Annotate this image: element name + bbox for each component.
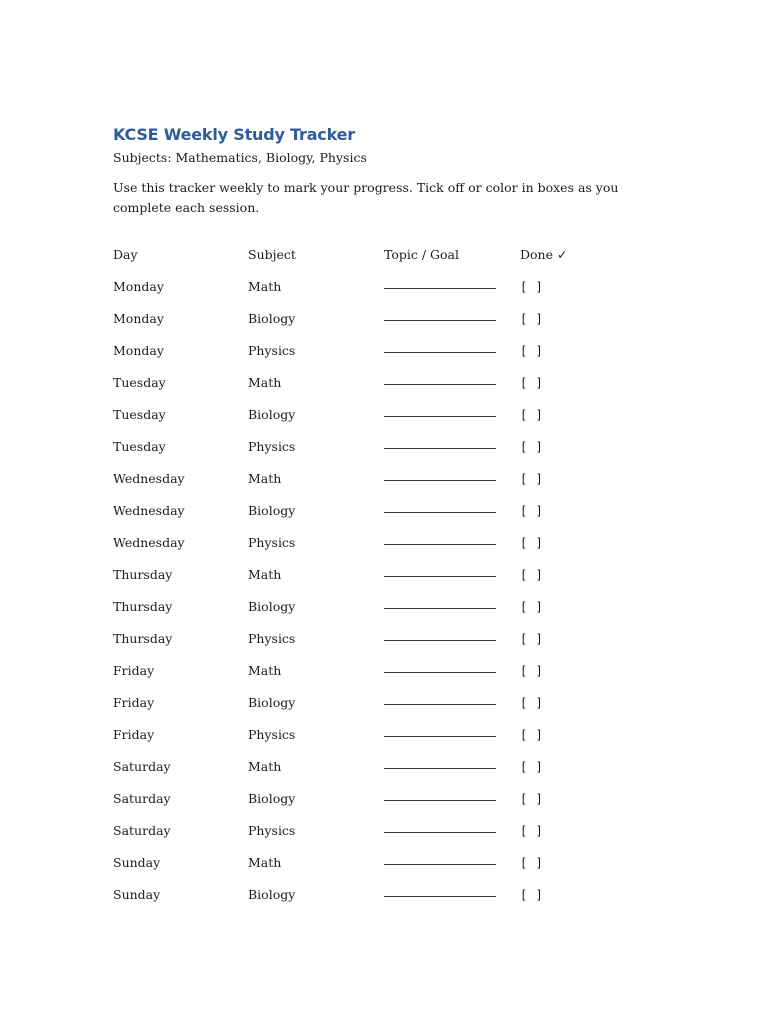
row-subject: Physics	[248, 438, 296, 454]
done-checkbox[interactable]: [ ]	[520, 343, 544, 358]
topic-goal-blank-line[interactable]	[384, 533, 496, 545]
row-done	[520, 535, 620, 550]
row-topic-goal	[384, 887, 520, 902]
table-row	[113, 686, 653, 718]
row-subject: Math	[248, 278, 282, 294]
row-subject: Physics	[248, 342, 296, 358]
table-row	[113, 846, 653, 878]
table-body	[113, 270, 653, 910]
row-day: Friday	[113, 726, 155, 742]
done-checkbox[interactable]: [ ]	[520, 503, 544, 518]
topic-goal-blank-line[interactable]	[384, 341, 496, 353]
done-checkbox[interactable]: [ ]	[520, 279, 544, 294]
topic-goal-blank-line[interactable]	[384, 853, 496, 865]
row-subject: Physics	[248, 630, 296, 646]
done-checkbox[interactable]: [ ]	[520, 311, 544, 326]
row-day: Tuesday	[113, 374, 166, 390]
row-topic-goal	[384, 855, 520, 870]
row-topic-goal	[384, 503, 520, 518]
row-day: Sunday	[113, 854, 161, 870]
table-header-row	[113, 238, 653, 270]
row-subject: Biology	[248, 502, 296, 518]
row-day: Thursday	[113, 630, 173, 646]
row-subject: Physics	[248, 822, 296, 838]
row-subject: Math	[248, 758, 282, 774]
row-done	[520, 439, 620, 454]
row-day: Tuesday	[113, 406, 166, 422]
topic-goal-blank-line[interactable]	[384, 789, 496, 801]
row-done	[520, 599, 620, 614]
row-subject: Physics	[248, 534, 296, 550]
row-topic-goal	[384, 759, 520, 774]
topic-goal-blank-line[interactable]	[384, 725, 496, 737]
row-done	[520, 567, 620, 582]
row-subject: Math	[248, 662, 282, 678]
done-checkbox[interactable]: [ ]	[520, 759, 544, 774]
table-row	[113, 366, 653, 398]
topic-goal-blank-line[interactable]	[384, 469, 496, 481]
topic-goal-blank-line[interactable]	[384, 661, 496, 673]
row-done	[520, 407, 620, 422]
table-row	[113, 814, 653, 846]
done-checkbox[interactable]: [ ]	[520, 855, 544, 870]
row-subject: Biology	[248, 406, 296, 422]
row-done	[520, 471, 620, 486]
row-day: Tuesday	[113, 438, 166, 454]
row-subject: Biology	[248, 598, 296, 614]
row-day: Monday	[113, 278, 164, 294]
row-day: Saturday	[113, 790, 171, 806]
instructions-paragraph: Use this tracker weekly to mark your progress. Tick off or color in boxes as you complete each session.	[113, 180, 619, 215]
row-done	[520, 663, 620, 678]
row-topic-goal	[384, 311, 520, 326]
row-topic-goal	[384, 567, 520, 582]
row-subject: Math	[248, 854, 282, 870]
done-checkbox[interactable]: [ ]	[520, 407, 544, 422]
row-done	[520, 343, 620, 358]
study-tracker-table	[113, 238, 653, 910]
header-done: Done ✓	[520, 246, 568, 262]
table-row	[113, 462, 653, 494]
topic-goal-blank-line[interactable]	[384, 885, 496, 897]
table-row	[113, 878, 653, 910]
table-row	[113, 622, 653, 654]
row-topic-goal	[384, 695, 520, 710]
done-checkbox[interactable]: [ ]	[520, 791, 544, 806]
row-subject: Math	[248, 374, 282, 390]
header-subject: Subject	[248, 246, 296, 262]
table-row	[113, 782, 653, 814]
row-topic-goal	[384, 823, 520, 838]
row-done	[520, 823, 620, 838]
topic-goal-blank-line[interactable]	[384, 629, 496, 641]
table-row	[113, 334, 653, 366]
topic-goal-blank-line[interactable]	[384, 501, 496, 513]
row-subject: Physics	[248, 726, 296, 742]
topic-goal-blank-line[interactable]	[384, 405, 496, 417]
row-done	[520, 791, 620, 806]
row-done	[520, 631, 620, 646]
done-checkbox[interactable]: [ ]	[520, 439, 544, 454]
row-topic-goal	[384, 343, 520, 358]
done-checkbox[interactable]: [ ]	[520, 471, 544, 486]
topic-goal-blank-line[interactable]	[384, 309, 496, 321]
row-done	[520, 503, 620, 518]
row-done	[520, 759, 620, 774]
topic-goal-blank-line[interactable]	[384, 277, 496, 289]
row-topic-goal	[384, 375, 520, 390]
row-done	[520, 855, 620, 870]
topic-goal-blank-line[interactable]	[384, 597, 496, 609]
done-checkbox[interactable]: [ ]	[520, 727, 544, 742]
row-topic-goal	[384, 279, 520, 294]
table-row	[113, 558, 653, 590]
row-done	[520, 375, 620, 390]
row-subject: Biology	[248, 310, 296, 326]
row-topic-goal	[384, 631, 520, 646]
row-day: Thursday	[113, 566, 173, 582]
row-day: Wednesday	[113, 502, 185, 518]
topic-goal-blank-line[interactable]	[384, 821, 496, 833]
table-row	[113, 590, 653, 622]
row-day: Saturday	[113, 822, 171, 838]
row-subject: Biology	[248, 790, 296, 806]
table-row	[113, 302, 653, 334]
topic-goal-blank-line[interactable]	[384, 373, 496, 385]
row-done	[520, 887, 620, 902]
table-row	[113, 270, 653, 302]
row-topic-goal	[384, 791, 520, 806]
table-row	[113, 526, 653, 558]
row-topic-goal	[384, 439, 520, 454]
row-subject: Biology	[248, 694, 296, 710]
done-checkbox[interactable]: [ ]	[520, 695, 544, 710]
row-day: Wednesday	[113, 534, 185, 550]
table-row	[113, 654, 653, 686]
row-topic-goal	[384, 535, 520, 550]
header-day: Day	[113, 246, 138, 262]
topic-goal-blank-line[interactable]	[384, 693, 496, 705]
table-row	[113, 430, 653, 462]
document-page	[113, 124, 653, 910]
header-topic-goal: Topic / Goal	[384, 246, 460, 262]
row-done	[520, 727, 620, 742]
row-topic-goal	[384, 599, 520, 614]
row-subject: Math	[248, 566, 282, 582]
done-checkbox[interactable]: [ ]	[520, 823, 544, 838]
row-day: Sunday	[113, 886, 161, 902]
table-row	[113, 398, 653, 430]
done-checkbox[interactable]: [ ]	[520, 663, 544, 678]
done-checkbox[interactable]: [ ]	[520, 887, 544, 902]
row-topic-goal	[384, 727, 520, 742]
done-checkbox[interactable]: [ ]	[520, 535, 544, 550]
topic-goal-blank-line[interactable]	[384, 565, 496, 577]
table-row	[113, 494, 653, 526]
done-checkbox[interactable]: [ ]	[520, 599, 544, 614]
done-checkbox[interactable]: [ ]	[520, 567, 544, 582]
row-day: Friday	[113, 694, 155, 710]
document-title: KCSE Weekly Study Tracker	[113, 125, 355, 144]
row-day: Monday	[113, 310, 164, 326]
row-done	[520, 279, 620, 294]
subjects-line: Subjects: Mathematics, Biology, Physics	[113, 150, 367, 165]
row-day: Wednesday	[113, 470, 185, 486]
topic-goal-blank-line[interactable]	[384, 437, 496, 449]
row-done	[520, 695, 620, 710]
row-topic-goal	[384, 471, 520, 486]
table-row	[113, 750, 653, 782]
topic-goal-blank-line[interactable]	[384, 757, 496, 769]
row-subject: Math	[248, 470, 282, 486]
row-topic-goal	[384, 407, 520, 422]
row-day: Friday	[113, 662, 155, 678]
row-done	[520, 311, 620, 326]
table-row	[113, 718, 653, 750]
done-checkbox[interactable]: [ ]	[520, 375, 544, 390]
done-checkbox[interactable]: [ ]	[520, 631, 544, 646]
row-day: Thursday	[113, 598, 173, 614]
row-day: Monday	[113, 342, 164, 358]
row-subject: Biology	[248, 886, 296, 902]
row-day: Saturday	[113, 758, 171, 774]
row-topic-goal	[384, 663, 520, 678]
